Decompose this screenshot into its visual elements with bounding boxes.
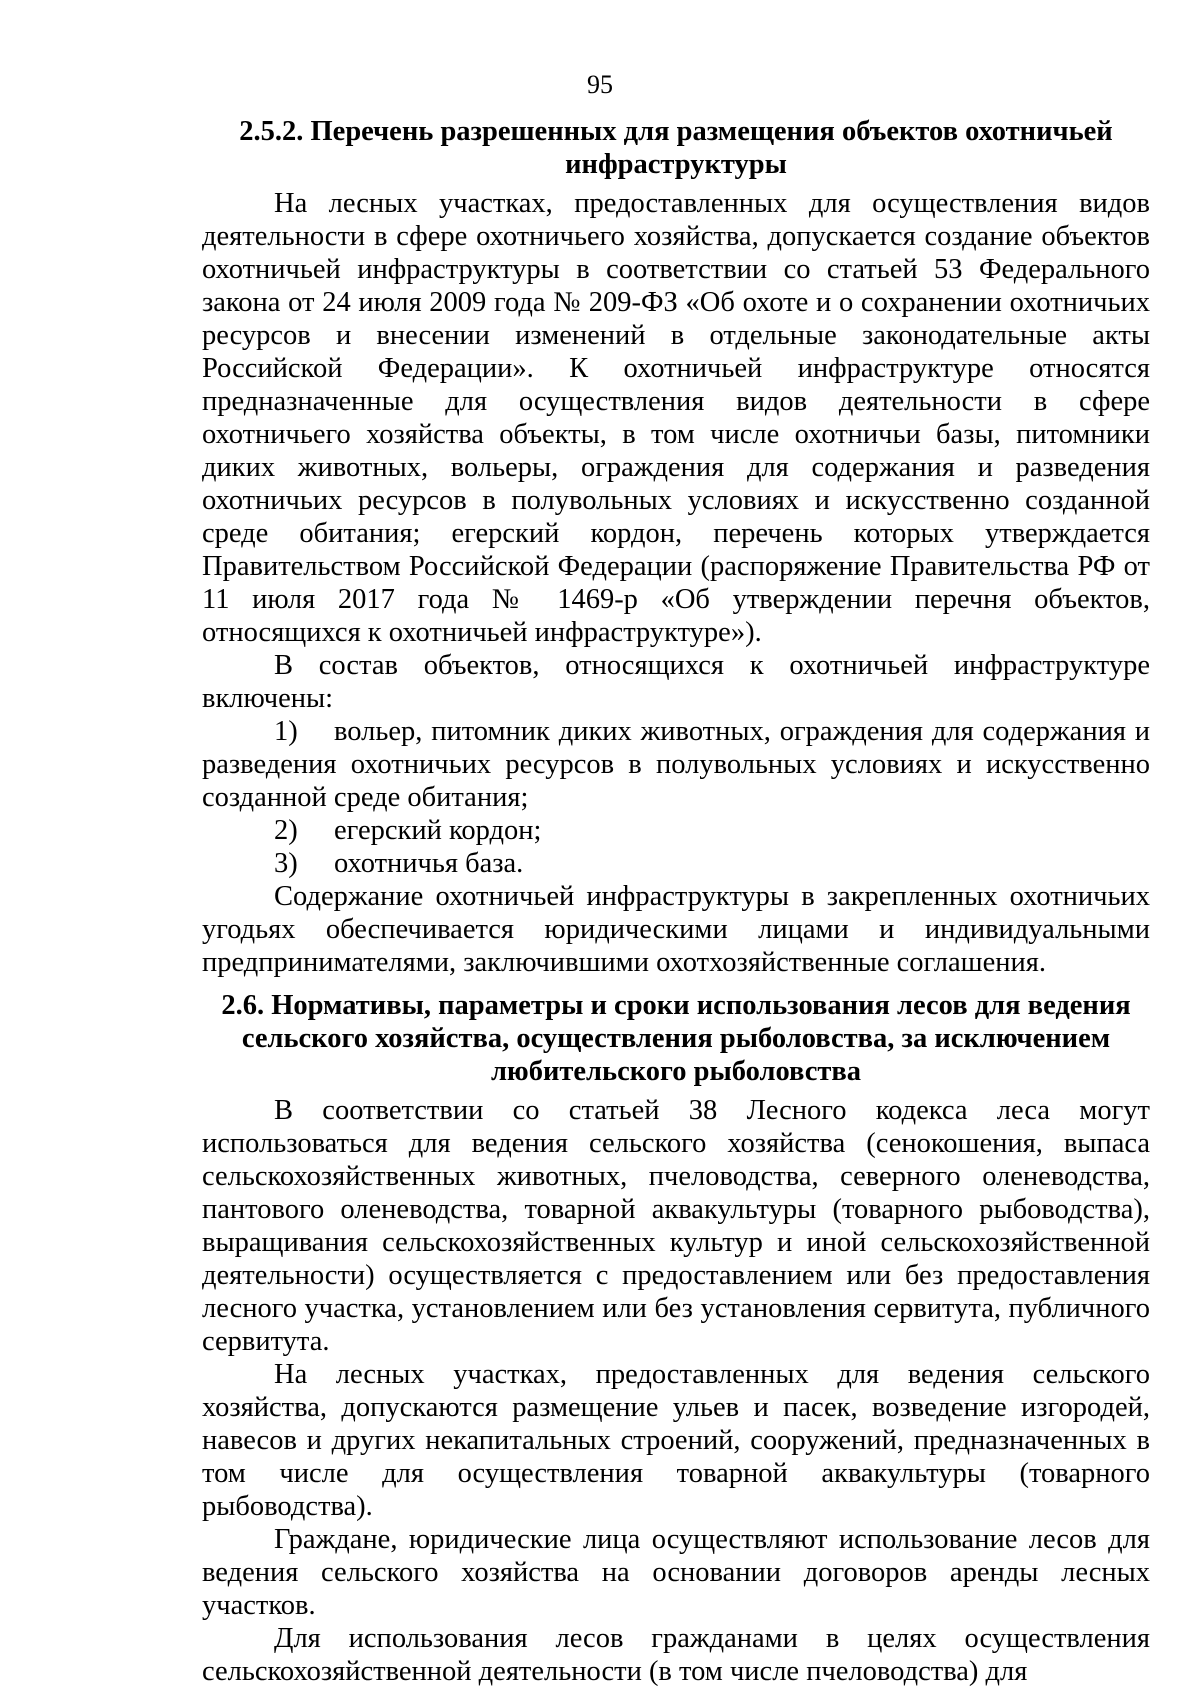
list-item-text: вольер, питомник диких животных, ограждения для содержания и разведения охотничьих ресурсов в полувольных условиях и искусственно созданной среде обитания; bbox=[202, 716, 1150, 813]
list-item bbox=[202, 715, 1150, 814]
paragraph: Для использования лесов гражданами в целях осуществления сельскохозяйственной деятельности (в том числе пчеловодства) для bbox=[202, 1623, 1150, 1687]
paragraph: На лесных участках, предоставленных для ведения сельского хозяйства, допускаются размещение ульев и пасек, возведение изгородей, навесов и других некапитальных строений, сооружений, предназначенных в том числе для осуществления товарной аквакультуры (товарного рыбоводства). bbox=[202, 1359, 1150, 1522]
list-number: 3) bbox=[274, 848, 298, 879]
list-item bbox=[202, 814, 1150, 847]
paragraph: Содержание охотничьей инфраструктуры в закрепленных охотничьих угодьях обеспечивается юридическими лицами и индивидуальными предпринимателями, заключившими охотхозяйственные соглашения. bbox=[202, 881, 1150, 978]
page-number: 95 bbox=[587, 70, 613, 99]
section-heading-2-6: 2.6. Нормативы, параметры и сроки использования лесов для ведения сельского хозяйства, осуществления рыболовства, за исключением любительского рыболовства bbox=[221, 990, 1131, 1087]
paragraph: На лесных участках, предоставленных для осуществления видов деятельности в сфере охотничьего хозяйства, допускается создание объектов охотничьей инфраструктуры в соответствии со статьей 53 Федерального закона от 24 июля 2009 года № 209-ФЗ «Об охоте и о сохранении охотничьих ресурсов и внесении изменений в отдельные законодательные акты Российской Федерации». К охотничьей инфраструктуре относятся предназначенные для осуществления видов деятельности в сфере охотничьего хозяйства объекты, в том числе охотничьи базы, питомники диких животных, вольеры, ограждения для содержания и разведения охотничьих ресурсов в полувольных условиях и искусственно созданной среде обитания; егерский кордон, перечень которых утверждается Правительством Российской Федерации (распоряжение Правительства РФ от 11 июля 2017 года № 1469-р «Об утверждении перечня объектов, относящихся к охотничьей инфраструктуре»). bbox=[202, 188, 1150, 648]
paragraph: Граждане, юридические лица осуществляют использование лесов для ведения сельского хозяйства на основании договоров аренды лесных участков. bbox=[202, 1524, 1150, 1621]
list-number: 1) bbox=[274, 716, 298, 747]
list-item-text: охотничья база. bbox=[334, 848, 524, 879]
list-number: 2) bbox=[274, 815, 298, 846]
page-content bbox=[202, 115, 1150, 1688]
section-heading-2-5-2: 2.5.2. Перечень разрешенных для размещения объектов охотничьей инфраструктуры bbox=[239, 116, 1113, 180]
list-item bbox=[202, 847, 1150, 880]
paragraph: В состав объектов, относящихся к охотничьей инфраструктуре включены: bbox=[202, 650, 1150, 714]
list-item-text: егерский кордон; bbox=[334, 815, 542, 846]
paragraph: В соответствии со статьей 38 Лесного кодекса леса могут использоваться для ведения сельского хозяйства (сенокошения, выпаса сельскохозяйственных животных, пчеловодства, северного оленеводства, пантового оленеводства, товарной аквакультуры (товарного рыбоводства), выращивания сельскохозяйственных культур и иной сельскохозяйственной деятельности) осуществляется с предоставлением или без предоставления лесного участка, установлением или без установления сервитута, публичного сервитута. bbox=[202, 1095, 1150, 1357]
